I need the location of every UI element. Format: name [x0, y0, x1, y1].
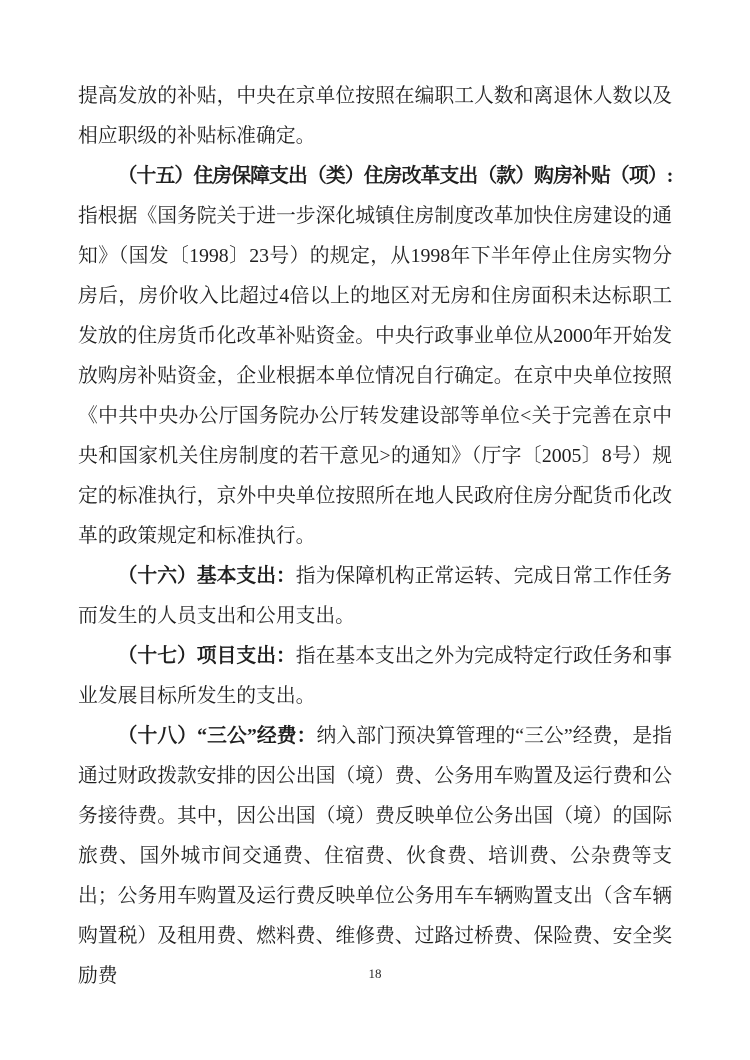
- paragraph-lead: （十八）“三公”经费：: [117, 725, 317, 747]
- paragraph-item-16: [78, 556, 672, 636]
- paragraph-item-18: [78, 716, 672, 996]
- paragraph-lead: （十五）住房保障支出（类）住房改革支出（款）购房补贴（项）:: [117, 165, 672, 187]
- paragraph-body: 指根据《国务院关于进一步深化城镇住房制度改革加快住房建设的通知》（国发〔1998〕23号）的规定，从1998年下半年停止住房实物分房后，房价收入比超过4倍以上的地区对无房和住房面积未达标职工发放的住房货币化改革补贴资金。中央行政事业单位从2000年开始发放购房补贴资金，企业根据本单位情况自行确定。在京中央单位按照《中共中央办公厅国务院办公厅转发建设部等单位<关于完善在京中央和国家机关住房制度的若干意见>的通知》（厅字〔2005〕8号）规定的标准执行，京外中央单位按照所在地人民政府住房分配货币化改革的政策规定和标准执行。: [78, 205, 672, 547]
- paragraph-body: 指为保障机构正常运转、完成日常工作任务而发生的人员支出和公用支出。: [78, 565, 672, 627]
- paragraph-body: 指在基本支出之外为完成特定行政任务和事业发展目标所发生的支出。: [78, 645, 672, 707]
- text-block: [78, 76, 672, 996]
- paragraph-body: 提高发放的补贴，中央在京单位按照在编职工人数和离退休人数以及相应职级的补贴标准确定。: [78, 85, 672, 147]
- paragraph-lead: （十七）项目支出：: [117, 645, 296, 667]
- paragraph-item-17: [78, 636, 672, 716]
- paragraph-body: 纳入部门预决算管理的“三公”经费，是指通过财政拨款安排的因公出国（境）费、公务用车购置及运行费和公务接待费。其中，因公出国（境）费反映单位公务出国（境）的国际旅费、国外城市间交通费、住宿费、伙食费、培训费、公杂费等支出；公务用车购置及运行费反映单位公务用车车辆购置支出（含车辆购置税）及租用费、燃料费、维修费、过路过桥费、保险费、安全奖励费: [78, 725, 672, 987]
- paragraph-lead: （十六）基本支出：: [117, 565, 296, 587]
- page-number: 18: [368, 966, 382, 981]
- paragraph-continuation: [78, 76, 672, 156]
- paragraph-item-15: [78, 156, 672, 556]
